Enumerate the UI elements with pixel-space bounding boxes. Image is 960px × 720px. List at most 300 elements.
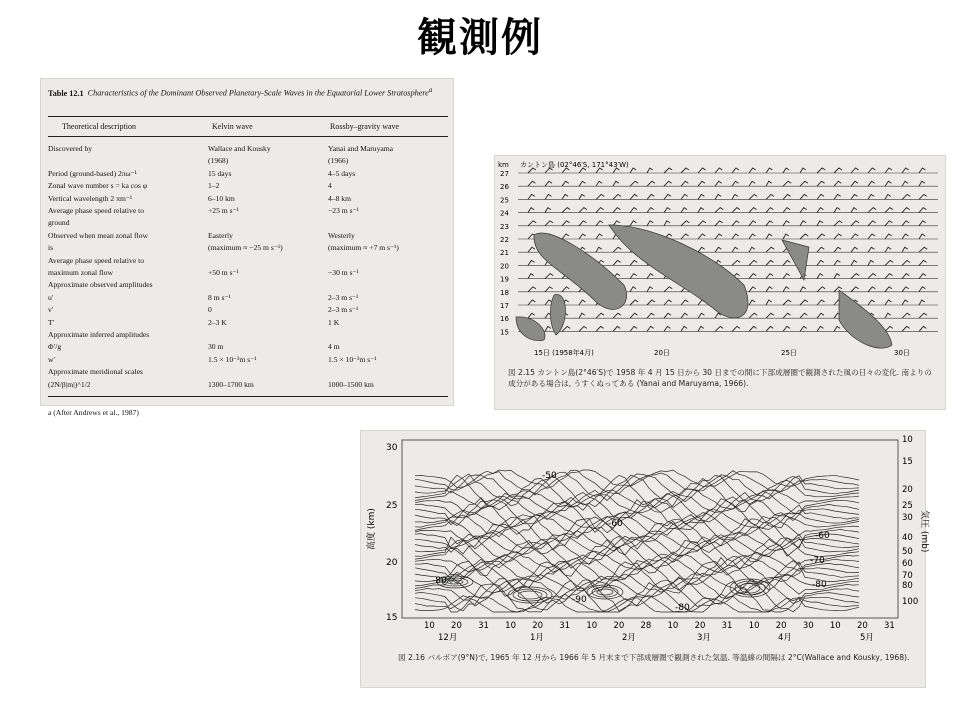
wind-barb <box>783 313 791 318</box>
wind-barb <box>885 300 891 305</box>
wind-barb <box>749 208 757 213</box>
wind-barb <box>681 234 689 239</box>
wind-barb <box>681 221 689 226</box>
wind-barb <box>766 260 774 265</box>
temp-x-tick: 31 <box>478 621 489 631</box>
wind-barb <box>545 274 553 279</box>
wind-barb <box>613 208 620 213</box>
wind-barb <box>528 313 535 318</box>
wind-barb <box>596 208 604 213</box>
wind-barb <box>766 287 772 292</box>
wind-barb <box>834 274 840 279</box>
wind-barb <box>630 326 637 331</box>
contour-label: -80 <box>675 603 690 613</box>
wind-barb <box>783 208 790 213</box>
wind-barb <box>800 181 808 186</box>
wind-barb <box>596 326 604 331</box>
wind-barb <box>664 221 670 226</box>
table-cell: 1 K <box>328 317 340 327</box>
wind-barb <box>817 168 825 173</box>
wind-barb <box>868 260 874 265</box>
wind-x-tick: 25日 <box>781 349 797 357</box>
wind-barb <box>732 221 739 226</box>
temp-y-left-tick: 15 <box>386 613 398 623</box>
wind-barb <box>545 221 553 226</box>
wind-barb <box>783 287 789 292</box>
wind-barb <box>613 313 621 318</box>
wind-barb <box>766 208 773 213</box>
temp-x-tick: 31 <box>721 621 733 631</box>
temp-y-left-tick: 25 <box>386 501 398 511</box>
wind-barb <box>902 247 908 252</box>
table-cell: −30 m s⁻¹ <box>328 268 359 277</box>
wind-barb <box>817 260 824 265</box>
temp-x-tick: 10 <box>586 621 598 631</box>
wind-barb <box>647 221 653 226</box>
table-title: Characteristics of the Dominant Observed Planetary-Scale Waves in the Equatorial Lower Stratosphere <box>87 88 429 98</box>
wind-barb <box>868 247 874 252</box>
wind-barb <box>766 300 772 305</box>
table-cell: 1.5 × 10⁻³m s⁻¹ <box>328 354 377 364</box>
wind-barb <box>919 247 927 252</box>
wind-barb <box>630 208 637 213</box>
temp-x-tick: 20 <box>613 621 625 631</box>
temp-x-tick: 31 <box>559 621 571 631</box>
wind-barb <box>545 287 553 292</box>
wind-barb <box>528 181 535 186</box>
contour-label: -80 <box>812 580 827 590</box>
wind-barb <box>817 234 825 239</box>
wind-barb <box>902 194 910 199</box>
wind-barb <box>749 274 756 279</box>
wind-barb <box>783 234 789 239</box>
wind-barb <box>868 194 874 199</box>
isotherm-line <box>415 531 859 551</box>
temp-y-right-tick: 50 <box>902 547 913 557</box>
wind-y-tick: 24 <box>500 209 509 218</box>
wind-barb <box>749 300 755 305</box>
wind-barb <box>579 313 585 318</box>
wind-y-tick: 25 <box>500 196 509 205</box>
table-cell: (maximum ≈ −25 m s⁻¹) <box>208 243 283 253</box>
wind-barb <box>834 234 842 239</box>
wind-y-tick: 21 <box>500 249 509 258</box>
wind-x-tick: 15日 (1958年4月) <box>534 349 594 357</box>
wind-barb <box>885 287 892 292</box>
isotherm-line <box>415 512 859 537</box>
table-row <box>48 243 448 253</box>
table-cell: u′ <box>48 292 54 302</box>
wind-barb <box>613 181 619 186</box>
wind-y-tick: 27 <box>500 170 509 178</box>
wind-barb <box>698 208 704 213</box>
wind-barb <box>732 181 738 186</box>
wind-barb <box>919 168 925 173</box>
wind-barb <box>562 326 570 331</box>
temp-y-left-label: 高度 (km) <box>367 508 377 550</box>
wind-barb <box>885 326 893 331</box>
wind-barb <box>596 181 602 186</box>
temp-y-right-tick: 30 <box>902 513 913 523</box>
wind-barb <box>851 274 859 279</box>
table-row <box>48 318 448 328</box>
col-header-2: Kelvin wave <box>212 122 253 131</box>
table-cell: Wallace and Kousky <box>208 144 271 153</box>
wind-barb <box>783 260 790 265</box>
table-row <box>48 342 448 352</box>
wind-barb <box>562 234 569 239</box>
table-image <box>40 78 454 417</box>
wind-barb <box>868 221 876 226</box>
table-row <box>48 305 448 315</box>
table-rule-bottom <box>48 396 448 397</box>
wind-barb <box>715 181 722 186</box>
table-cell: 8 m s⁻¹ <box>208 292 231 302</box>
wind-barb <box>766 234 772 239</box>
table-cell: Average phase speed relative to <box>48 255 145 265</box>
wind-barb <box>919 313 927 318</box>
table-cell: Average phase speed relative to <box>48 206 145 215</box>
wind-barb <box>732 208 740 213</box>
wind-barb <box>817 287 825 292</box>
wind-barb <box>681 194 688 199</box>
wind-barb <box>919 208 926 213</box>
isotherm-loop <box>508 587 552 603</box>
wind-y-tick: 20 <box>500 262 509 271</box>
wind-barb <box>902 168 909 173</box>
temp-month-label: 1月 <box>530 633 544 643</box>
wind-barb <box>885 208 893 213</box>
wind-barb <box>783 300 791 305</box>
wind-barb <box>885 234 892 239</box>
wind-barb <box>919 194 927 199</box>
southerly-shade-5 <box>550 295 565 335</box>
wind-barb <box>664 194 671 199</box>
table-cell: (1966) <box>328 156 349 166</box>
temp-y-right-tick: 40 <box>902 533 913 543</box>
wind-barb <box>851 194 857 199</box>
temp-month-label: 5月 <box>860 633 874 643</box>
wind-barb <box>902 181 908 186</box>
wind-barb <box>613 260 621 265</box>
wind-barb <box>528 221 536 226</box>
wind-barb <box>528 208 534 213</box>
wind-barb <box>562 208 570 213</box>
wind-barb <box>630 287 636 292</box>
wind-barb <box>817 274 823 279</box>
wind-barb <box>698 194 704 199</box>
wind-barb <box>783 274 790 279</box>
wind-barb <box>528 287 536 292</box>
wind-barb <box>579 300 585 305</box>
wind-barb <box>545 194 551 199</box>
table-cell: +50 m s⁻¹ <box>208 268 239 277</box>
wind-x-tick: 30日 <box>894 349 910 357</box>
wind-barb <box>783 194 791 199</box>
table-caption <box>48 86 448 99</box>
temp-x-tick: 10 <box>505 621 517 631</box>
wind-barb <box>885 274 893 279</box>
wind-barb <box>647 194 654 199</box>
table-cell: +25 m s⁻¹ <box>208 206 239 215</box>
wind-barb <box>579 234 586 239</box>
wind-barb <box>749 287 756 292</box>
wind-barb <box>749 260 757 265</box>
wind-barb <box>919 221 926 226</box>
southerly-shade-6 <box>516 317 545 341</box>
table-cell: −23 m s⁻¹ <box>328 206 359 215</box>
wind-barb <box>834 326 840 331</box>
table-cell: Discovered by <box>48 144 93 153</box>
wind-y-tick: 16 <box>500 315 509 324</box>
wind-barb <box>596 194 604 199</box>
wind-barb <box>749 234 755 239</box>
wind-barb <box>902 313 910 318</box>
wind-barb <box>647 300 655 305</box>
wind-barb <box>817 247 824 252</box>
table-cell: 1000–1500 km <box>328 379 374 389</box>
wind-barb <box>885 221 892 226</box>
wind-barb <box>885 260 893 265</box>
wind-barb <box>783 181 791 186</box>
table-cell: 2–3 m s⁻¹ <box>328 292 359 302</box>
wind-barb <box>919 181 925 186</box>
table-cell: 2–3 m s⁻¹ <box>328 305 359 315</box>
wind-barb <box>596 313 604 318</box>
wind-barb <box>630 181 638 186</box>
wind-barb <box>817 194 824 199</box>
wind-barb <box>868 300 875 305</box>
wind-barb <box>919 274 926 279</box>
wind-barb <box>919 234 925 239</box>
wind-barb <box>817 300 825 305</box>
wind-barb <box>664 168 672 173</box>
wind-barb <box>647 274 653 279</box>
wind-barb <box>800 221 806 226</box>
wind-barb <box>630 260 637 265</box>
table-cell: 4–5 days <box>328 168 356 178</box>
wind-barb <box>681 181 688 186</box>
table-cell: 1.5 × 10⁻³m s⁻¹ <box>208 354 257 364</box>
wind-barb <box>902 274 909 279</box>
wind-barb <box>664 300 672 305</box>
wind-y-tick: 15 <box>500 328 509 337</box>
table-cell: maximum zonal flow <box>48 268 113 277</box>
table-label: Table 12.1 <box>48 88 84 98</box>
wind-barb <box>800 194 807 199</box>
table-cell: (1968) <box>208 156 229 166</box>
table-cell: 0 <box>208 305 212 315</box>
table-cell: 1300–1700 km <box>208 379 254 389</box>
wind-barb <box>647 313 654 318</box>
wind-barb <box>698 168 706 173</box>
temp-month-label: 3月 <box>697 633 711 643</box>
wind-barb <box>596 234 602 239</box>
table-cell: Easterly <box>208 230 233 240</box>
temp-y-right-tick: 100 <box>902 597 919 607</box>
contour-label: -90 <box>572 595 587 605</box>
wind-barb <box>834 194 841 199</box>
wind-barb <box>698 181 705 186</box>
wind-barb <box>562 194 568 199</box>
wind-barb <box>732 326 740 331</box>
wind-barb <box>732 194 738 199</box>
wind-barb <box>579 221 586 226</box>
wind-barb <box>834 181 841 186</box>
table-cell: is <box>48 243 54 253</box>
wind-barb <box>579 194 585 199</box>
wind-barb <box>902 300 908 305</box>
table-cell: 4 <box>328 181 332 191</box>
wind-barb <box>766 221 773 226</box>
wind-barb <box>664 181 672 186</box>
temperature-chart <box>360 430 929 688</box>
wind-barb <box>817 181 825 186</box>
wind-barb <box>681 208 687 213</box>
wind-barb <box>851 234 858 239</box>
table-row <box>48 280 448 290</box>
wind-barb <box>630 300 638 305</box>
table-cell: Observed when mean zonal flow <box>48 230 148 240</box>
contour-label: -70 <box>810 556 825 566</box>
col-header-1: Theoretical description <box>62 122 136 131</box>
wind-barb <box>868 287 875 292</box>
temp-x-tick: 28 <box>640 621 652 631</box>
wind-barb <box>630 194 638 199</box>
wind-barb <box>749 181 755 186</box>
isotherm-line <box>415 490 859 514</box>
southerly-shade-4 <box>839 290 892 348</box>
wind-barb <box>664 313 671 318</box>
table-cell: Approximate observed amplitudes <box>48 280 153 290</box>
temp-month-label: 12月 <box>438 633 458 643</box>
wind-barb <box>749 194 757 199</box>
wind-barb <box>817 326 823 331</box>
wind-barb <box>902 260 910 265</box>
table-cell: Yanai and Maruyama <box>328 144 394 153</box>
wind-barb <box>800 287 806 292</box>
wind-barb <box>851 221 859 226</box>
wind-barb <box>698 234 705 239</box>
wind-barb <box>800 168 806 173</box>
table-row <box>48 144 448 154</box>
wind-barb <box>579 208 587 213</box>
wind-barb <box>885 181 891 186</box>
temp-x-tick: 10 <box>424 621 435 631</box>
wind-barb <box>681 326 687 331</box>
table-cell: Zonal wave number s = ka cos φ <box>48 181 148 191</box>
wind-barb <box>919 300 925 305</box>
wind-barb <box>698 326 704 331</box>
wind-barb <box>613 194 621 199</box>
wind-barb <box>715 168 722 173</box>
wind-barb <box>562 181 569 186</box>
table-cell: 4–8 km <box>328 193 351 203</box>
wind-y-unit: km <box>498 161 509 169</box>
wind-barb <box>562 287 569 292</box>
col-header-3: Rossby–gravity wave <box>330 122 400 131</box>
table-title-mark: a <box>428 87 433 94</box>
wind-barb <box>800 313 807 318</box>
table-cell: (maximum ≈ +7 m s⁻¹) <box>328 243 399 253</box>
wind-barb <box>868 208 876 213</box>
wind-barb <box>647 287 653 292</box>
wind-barb <box>766 313 774 318</box>
wind-barb <box>647 208 654 213</box>
wind-barb <box>749 247 755 252</box>
isotherm-line <box>415 561 859 597</box>
table-row <box>48 169 448 179</box>
temp-y-left-tick: 30 <box>386 443 398 453</box>
wind-barb <box>902 208 910 213</box>
wind-barb <box>766 168 772 173</box>
wind-y-tick: 26 <box>500 183 509 192</box>
wind-barb <box>732 247 738 252</box>
wind-barb <box>868 168 875 173</box>
table-row <box>48 330 448 340</box>
temp-x-tick: 20 <box>532 621 544 631</box>
wind-barb <box>817 313 824 318</box>
temp-x-tick: 31 <box>884 621 895 631</box>
wind-barb <box>545 208 551 213</box>
wind-barb <box>545 326 551 331</box>
wind-barb <box>528 274 534 279</box>
wind-barb <box>800 300 808 305</box>
temp-x-tick: 30 <box>802 621 814 631</box>
table-cell: 2–3 K <box>208 317 227 327</box>
wind-barb <box>834 221 842 226</box>
wind-barb <box>681 313 688 318</box>
table-cell: 4 m <box>328 342 340 352</box>
isotherm-line <box>415 579 859 612</box>
table-row <box>48 156 448 166</box>
table-row <box>48 231 448 241</box>
isotherm-loop <box>740 583 760 593</box>
wind-barb <box>800 234 808 239</box>
temp-x-tick: 20 <box>694 621 706 631</box>
table-cell: (2N/β|m|)^1/2 <box>48 379 91 389</box>
wind-barb <box>766 326 773 331</box>
wind-barb <box>596 221 603 226</box>
wind-barb <box>528 260 534 265</box>
temp-y-right-tick: 60 <box>902 559 913 569</box>
wind-barb <box>664 326 670 331</box>
wind-barb <box>783 221 789 226</box>
wind-barb <box>919 326 926 331</box>
wind-barb <box>834 208 840 213</box>
wind-barb <box>749 168 756 173</box>
wind-barb <box>885 247 891 252</box>
contour-label: -60 <box>608 519 623 529</box>
temp-x-tick: 10 <box>667 621 679 631</box>
wind-barb <box>851 168 859 173</box>
table-row <box>48 355 448 365</box>
table-row <box>48 380 448 390</box>
wind-barb <box>630 313 638 318</box>
wind-barb <box>868 274 876 279</box>
wind-barb <box>868 234 875 239</box>
wind-barb <box>800 326 807 331</box>
wind-barb <box>783 168 789 173</box>
wind-barb <box>902 287 909 292</box>
isotherm-line <box>415 492 859 522</box>
contour-label: -60 <box>815 531 830 541</box>
wind-barb <box>851 247 858 252</box>
isotherm-line <box>415 498 859 535</box>
table-row <box>48 206 448 216</box>
wind-barb <box>715 234 722 239</box>
wind-barb <box>664 287 672 292</box>
